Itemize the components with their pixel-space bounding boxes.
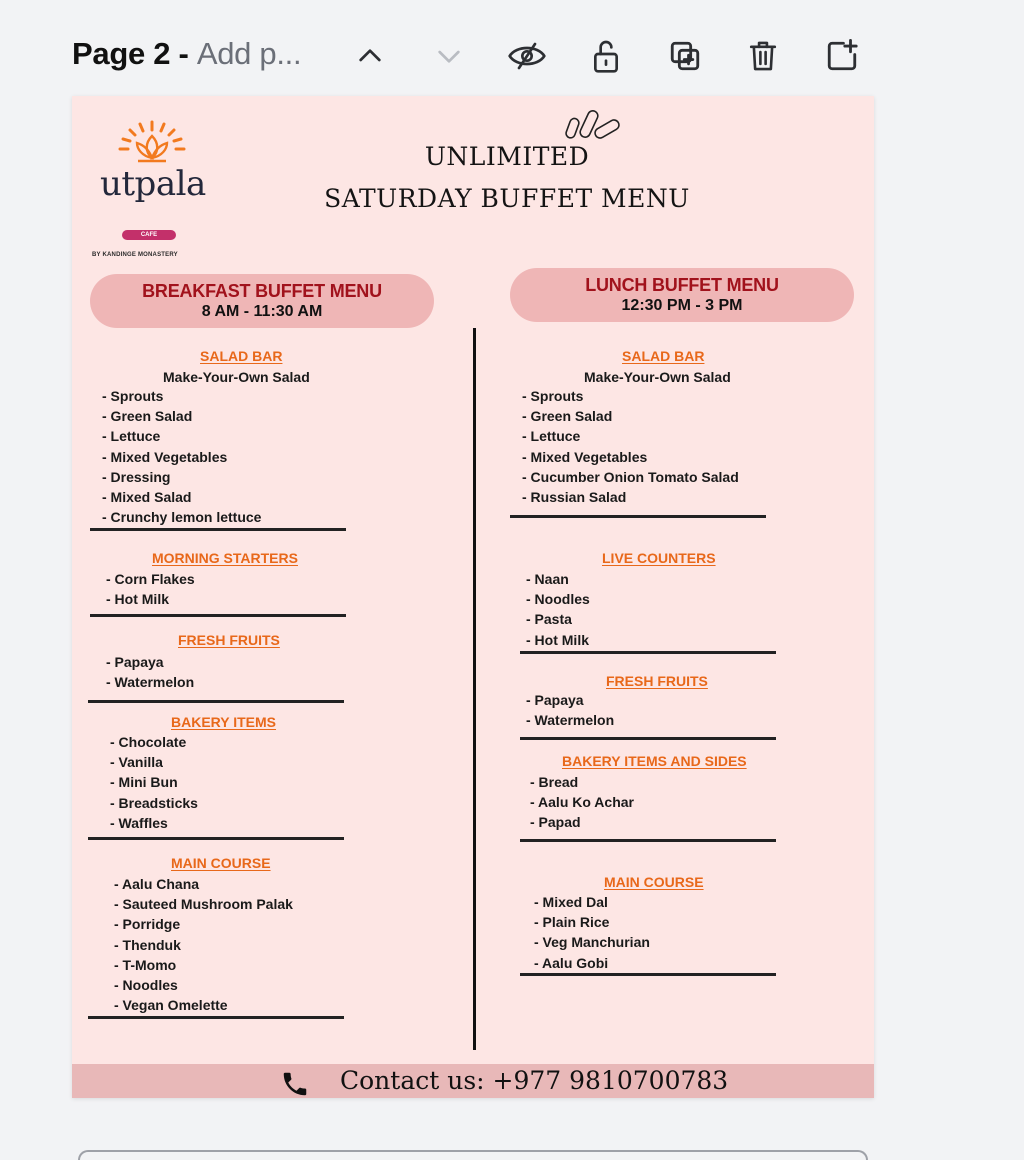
section-rule [88,700,344,703]
list-item: - Waffles [110,814,168,831]
page-label: Page 2 - [72,36,189,71]
logo-tagline: BY KANDINGE MONASTERY [92,252,178,258]
lock-page-button[interactable] [584,34,628,78]
list-item: - Mixed Dal [534,894,608,910]
list-item: - Sauteed Mushroom Palak [114,896,293,913]
list-item: - Mini Bun [110,774,178,791]
lunch-fruits-list [526,690,614,730]
list-item: - Green Salad [102,408,193,425]
list-item: - Vanilla [110,754,163,771]
section-rule [88,837,344,840]
list-item: - Papaya [526,692,584,708]
move-page-up-button[interactable] [348,34,392,78]
breakfast-section-title: SALAD BAR [200,348,283,364]
menu-title-line1: UNLIMITED [424,142,590,171]
lunch-section-title: BAKERY ITEMS AND SIDES [562,753,747,769]
list-item: - Pasta [526,611,572,628]
breakfast-bakery-list [110,732,198,833]
list-item: - Noodles [114,977,178,994]
trash-icon [747,39,779,73]
list-item: - Green Salad [522,408,613,425]
list-item: - Aalu Chana [114,876,200,892]
menu-title-line2: SATURDAY BUFFET MENU [324,184,690,213]
list-item: - Mixed Vegetables [522,448,648,465]
list-item: - Dressing [102,468,171,485]
page-title[interactable] [72,36,301,72]
lunch-title: LUNCH BUFFET MENU [585,275,779,295]
list-item: - Aalu Gobi [534,954,609,971]
section-rule [520,651,776,654]
eye-slash-icon [507,40,547,72]
lunch-time: 12:30 PM - 3 PM [621,297,743,314]
add-page-button[interactable] [820,34,864,78]
list-item: - Aalu Ko Achar [530,794,634,811]
lunch-bakery-list [530,772,634,833]
list-item: - Hot Milk [106,591,169,608]
breakfast-title: BREAKFAST BUFFET MENU [142,281,382,301]
list-item: - Noodles [526,591,590,608]
chevron-down-icon [433,40,465,72]
list-item: - Sprouts [102,388,164,404]
list-item: - Lettuce [102,428,161,445]
breakfast-section-title: MORNING STARTERS [152,550,298,566]
lunch-section-subheading: Make-Your-Own Salad [584,369,731,385]
breakfast-time: 8 AM - 11:30 AM [201,303,323,320]
utpala-cafe-logo[interactable] [92,120,220,258]
breakfast-starters-list [106,569,195,609]
section-rule [520,973,776,976]
section-rule [90,528,346,531]
lunch-salad-list [522,386,739,507]
list-item: - Naan [526,571,569,587]
lock-open-icon [590,38,622,74]
lunch-section-title: SALAD BAR [622,348,705,364]
breakfast-section-title: MAIN COURSE [171,855,271,871]
breakfast-salad-list [102,386,261,527]
section-rule [510,515,766,518]
logo-cafe-badge: CAFE [122,230,176,240]
list-item: - Mixed Vegetables [102,448,228,465]
add-page-icon [825,39,859,73]
breakfast-section-subheading: Make-Your-Own Salad [163,369,310,385]
next-page-outline[interactable] [78,1150,868,1160]
list-item: - Plain Rice [534,914,610,931]
list-item: - Papad [530,814,581,831]
list-item: - Thenduk [114,936,181,953]
lunch-section-title: MAIN COURSE [604,874,704,890]
list-item: - Lettuce [522,428,581,445]
phone-icon [280,1069,310,1098]
breakfast-section-title: BAKERY ITEMS [171,714,277,730]
hide-page-button[interactable] [505,34,549,78]
section-rule [88,1016,344,1019]
list-item: - T-Momo [114,956,177,973]
list-item: - Mixed Salad [102,489,192,506]
list-item: - Corn Flakes [106,571,195,587]
list-item: - Veg Manchurian [534,934,650,951]
chevron-up-icon [354,40,386,72]
doodle-icon [562,104,628,146]
section-rule [520,737,776,740]
list-item: - Crunchy lemon lettuce [102,509,262,526]
lunch-live-list [526,569,590,650]
list-item: - Hot Milk [526,631,589,648]
list-item: - Breadsticks [110,794,198,811]
lotus-sun-icon [112,120,192,166]
list-item: - Chocolate [110,734,187,750]
section-rule [90,614,346,617]
contact-text: Contact us: +977 9810700783 [340,1066,729,1095]
lunch-section-title: LIVE COUNTERS [602,550,716,566]
list-item: - Watermelon [106,674,195,691]
section-rule [520,839,776,842]
list-item: - Porridge [114,916,181,933]
duplicate-icon [668,39,702,73]
column-divider [473,328,476,1050]
breakfast-fruits-list [106,652,194,692]
logo-wordmark: utpala [100,164,206,204]
list-item: - Bread [530,774,579,790]
list-item: - Russian Salad [522,489,627,506]
duplicate-page-button[interactable] [663,34,707,78]
list-item: - Sprouts [522,388,584,404]
design-page-canvas[interactable] [72,96,874,1098]
move-page-down-button[interactable] [427,34,471,78]
breakfast-header-pill [90,274,434,328]
lunch-header-pill [510,268,854,322]
list-item: - Cucumber Onion Tomato Salad [522,468,739,485]
list-item: - Papaya [106,654,164,670]
delete-page-button[interactable] [741,34,785,78]
list-item: - Vegan Omelette [114,997,228,1014]
page-title-placeholder[interactable]: Add p... [196,36,302,71]
lunch-main-list [534,892,650,973]
lunch-section-title: FRESH FRUITS [606,673,708,689]
list-item: - Watermelon [526,712,615,729]
breakfast-main-list [114,874,293,1015]
breakfast-section-title: FRESH FRUITS [178,632,280,648]
